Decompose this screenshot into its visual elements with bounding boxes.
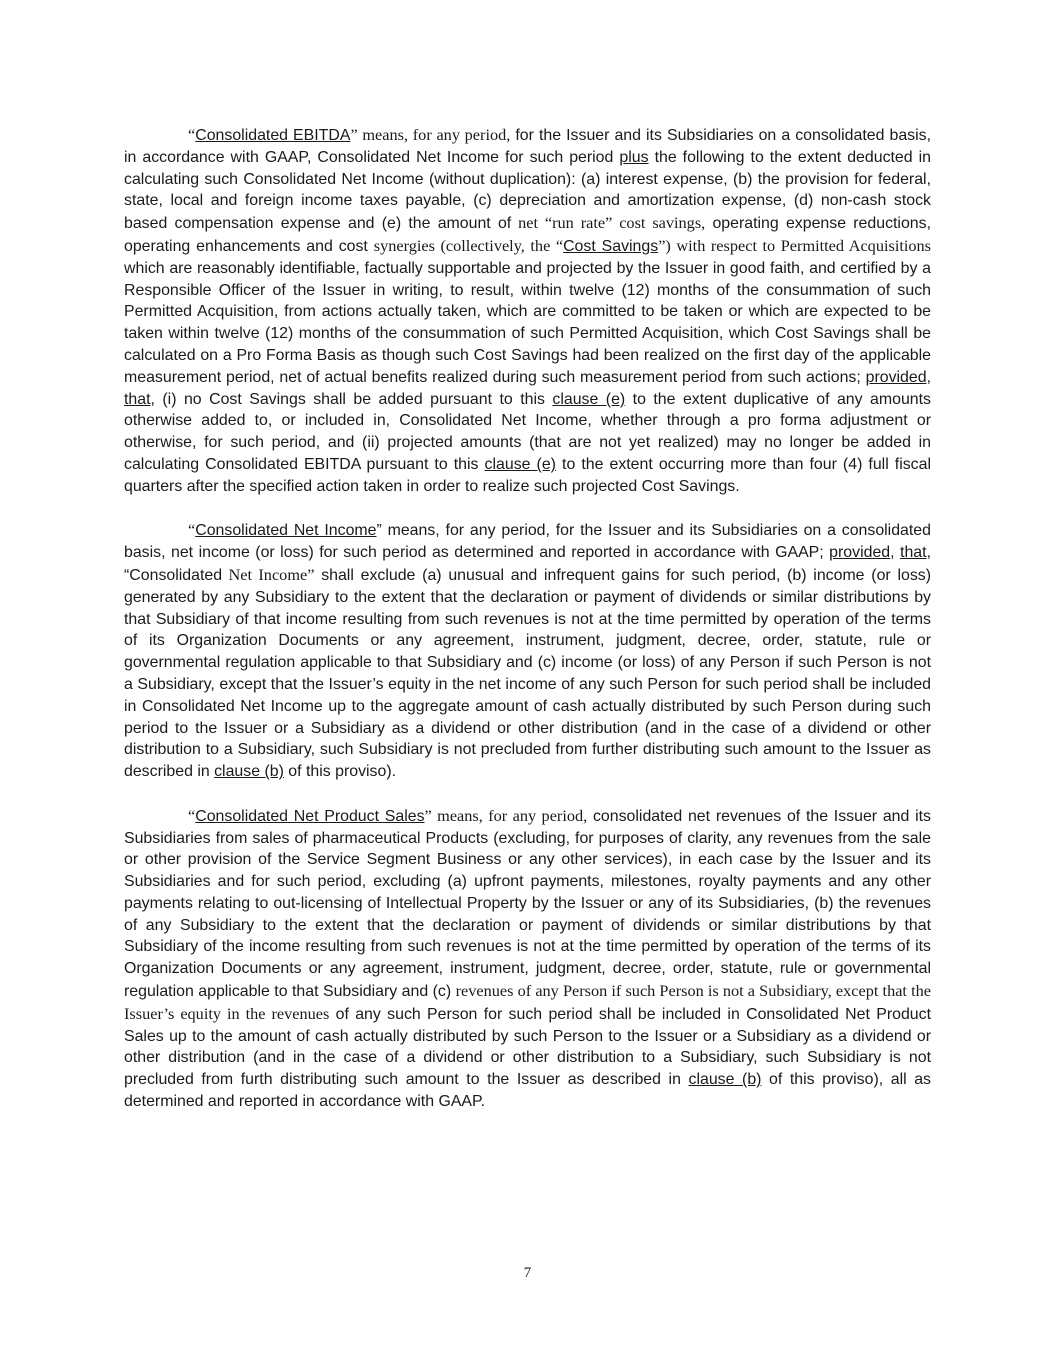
defined-term-consolidated-net-income: Consolidated Net Income: [195, 522, 377, 540]
body-text: operating expense reductions, operating enhancements and cost: [124, 215, 931, 255]
page-number: 7: [523, 1265, 532, 1281]
body-text: which are reasonably identifiable, factually supportable and projected by the Issuer in good faith, and certified by a Responsible Officer of the Issuer in writing, to result, within twelve (12) months of the consummation of such Permitted Acquisition, from actions actually taken, which are committed to be taken or which are expected to be taken within twelve (12) months of the consummation of such Permitted Acquisition, which Cost Savings shall be calculated on a Pro Forma Basis as though such Cost Savings had been realized on the first day of the applicable measurement period, net of actual benefits realized during such measurement period from such actions;: [124, 259, 931, 386]
body-text: ” means, for any period, for the Issuer and its Subsidiaries on a consolidated basis, net income (or loss) for such period as determined and reported in accordance with GAAP;: [124, 522, 931, 562]
term-provided: provided: [829, 544, 891, 562]
definition-consolidated-net-income: [124, 519, 931, 783]
term-plus: plus: [619, 148, 649, 166]
body-text: of this proviso), all as determined and reported in accordance with GAAP.: [124, 1071, 932, 1111]
body-text: for the Issuer and its Subsidiaries on a consolidated basis, in accordance with GAAP, Consolidated Net Income for such period: [124, 127, 932, 166]
body-text: the following to the extent deducted in calculating such Consolidated Net Income (without duplication): (a) interest expense, (b) the provision for federal, state, local and foreign income taxes payable, (c) depreciation and amortization expense, (d) non-cash stock based compensation expense and (e) the amount of: [124, 148, 931, 233]
permitted-acquisitions-text: ”) with respect to Permitted Acquisitions: [658, 235, 932, 255]
run-rate-text: net “run rate” cost savings,: [511, 213, 706, 233]
means-text: ” means, for any period,: [424, 805, 588, 825]
net-income-quoted: Net Income”: [222, 564, 315, 584]
clause-e-reference: clause (e): [552, 390, 626, 408]
body-text: shall exclude (a) unusual and infrequent gains for such period, (b) income (or loss) generated by any Subsidiary to the extent that the declaration or payment of dividends or similar distributions by that Subsidiary of that income resulting from such revenues is not at the time permitted by operation of the terms of its Organization Documents or any agreement, instrument, judgment, decree, order, statute, rule or governmental regulation applicable to that Subsidiary and (c) income (or loss) of any Person if such Person is not a Subsidiary, except that the Issuer’s equity in the net income of any such Person for such period shall be included in Consolidated Net Income up to the aggregate amount of cash actually distributed by such Person during such period to the Issuer or a Subsidiary as a dividend or other distribution (and in the case of a dividend or other distribution to a Subsidiary, such Subsidiary is not precluded from further distributing such amount to the Issuer as described in: [124, 566, 931, 781]
body-text: of any such Person for such period shall be included in Consolidated Net Product Sales up to the amount of cash actually distributed by such Person to the Issuer or a Subsidiary as a dividend or other distribution (and in the case of a dividend or other distribution to a Subsidiary, such Subsidiary is not precluded from furth distributing such amount to the Issuer as described in: [124, 1005, 931, 1089]
term-that: that: [900, 544, 927, 562]
body-text: , “Consolidated: [124, 544, 931, 584]
defined-term-consolidated-net-product-sales: Consolidated Net Product Sales: [195, 807, 425, 825]
comma-text: ,: [890, 544, 901, 562]
term-provided: provided: [865, 368, 927, 386]
body-text: to the extent duplicative of any amounts otherwise added to, or included in, Consolidated Net Income, whether through a pro forma adjustment or otherwise, for such period, and (ii) projected amounts (that are not yet realized) may no longer be added in calculating Consolidated EBITDA pursuant to this: [124, 390, 931, 473]
term-that: that: [124, 390, 151, 408]
defined-term-consolidated-ebitda: Consolidated EBITDA: [195, 127, 351, 144]
document-body: [124, 124, 931, 1135]
open-quote: “: [188, 520, 196, 540]
clause-b-reference: clause (b): [688, 1071, 762, 1089]
clause-e-reference: clause (e): [484, 455, 556, 473]
body-text: , (i) no Cost Savings shall be added pursuant to this: [150, 390, 553, 408]
body-text: of this proviso).: [283, 763, 397, 781]
defined-term-cost-savings: Cost Savings: [563, 237, 659, 255]
definition-consolidated-net-product-sales: [124, 805, 931, 1113]
open-quote: “: [188, 805, 196, 825]
definition-consolidated-ebitda: [124, 124, 931, 498]
means-text: ” means, for any period,: [350, 125, 511, 144]
body-text: consolidated net revenues of the Issuer and its Subsidiaries from sales of pharmaceutical Products (excluding, for purposes of clarity, any revenues from the sale or other provision of the Service Segment Business or any other services), in each case by the Issuer and its Subsidiaries and for such period, excluding (a) upfront payments, milestones, royalty payments and any other payments relating to out-licensing of Intellectual Property by the Issuer or any of its Subsidiaries, (b) the revenues of any Subsidiary to the extent that the declaration or payment of dividends or similar distributions by that Subsidiary of the income resulting from such revenues is not at the time permitted by operation of the terms of its Organization Documents or any agreement, instrument, judgment, decree, order, statute, rule or governmental regulation applicable to that Subsidiary and (c): [124, 807, 931, 1001]
open-quote: “: [188, 125, 196, 144]
clause-b-reference: clause (b): [214, 763, 284, 781]
comma-text: ,: [926, 368, 931, 386]
body-text: to the extent occurring more than four (4) full fiscal quarters after the specified action taken in order to realize such projected Cost Savings.: [124, 455, 931, 495]
synergies-text: synergies (collectively, the “: [373, 235, 564, 255]
revenues-of-person-text: revenues of any Person if such Person is not a Subsidiary, except that the Issuer’s equity in the revenues: [124, 981, 931, 1023]
